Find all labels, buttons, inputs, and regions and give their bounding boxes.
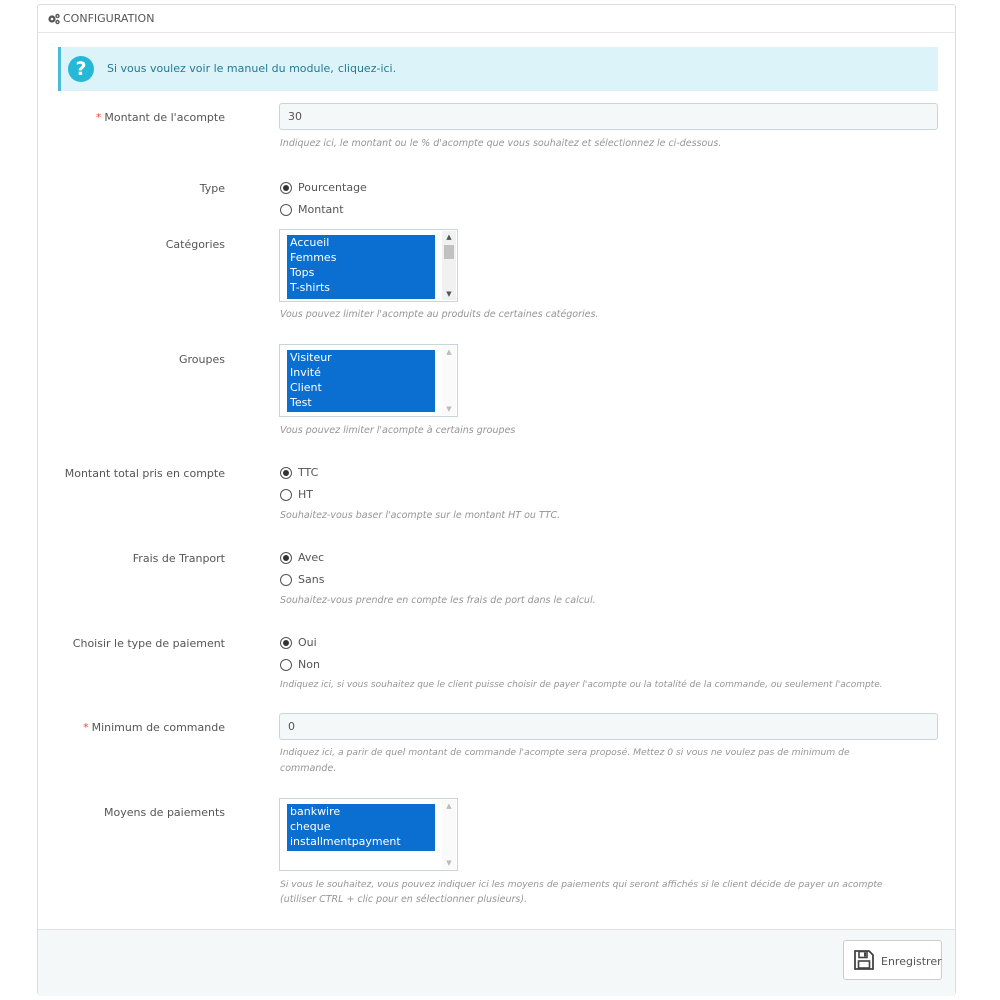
groups-options	[287, 350, 435, 412]
min-order-input[interactable]: 0	[279, 713, 938, 740]
categories-scrollbar[interactable]	[442, 231, 456, 300]
payment-method-option[interactable]: bankwire	[290, 805, 341, 818]
payment-methods-multiselect[interactable]	[279, 798, 458, 871]
groups-help: Vous pouvez limiter l'acompte à certains groupes	[280, 425, 516, 436]
radio-button-checked[interactable]	[280, 637, 292, 649]
category-option[interactable]: Accueil	[290, 236, 330, 249]
radio-button[interactable]	[280, 659, 292, 671]
deposit-amount-label	[96, 111, 225, 124]
payment-choice-help: Indiquez ici, si vous souhaitez que le client puisse choisir de payer l'acompte ou la totalité de la commande, ou seulement l'acompte.	[280, 680, 883, 690]
deposit-amount-input[interactable]: 30	[279, 103, 938, 130]
category-option[interactable]: T-shirts	[290, 281, 331, 294]
radio-button-checked[interactable]	[280, 467, 292, 479]
shipping-help: Souhaitez-vous prendre en compte les frais de port dans le calcul.	[280, 595, 596, 606]
total-basis-label: Montant total pris en compte	[64, 467, 225, 480]
total-basis-option-ht: HT	[298, 488, 313, 501]
panel-heading	[38, 5, 955, 33]
scroll-down-icon[interactable]: ▼	[446, 290, 452, 298]
floppy-disk-icon	[853, 949, 875, 971]
cogs-icon	[47, 13, 61, 25]
group-option[interactable]: Invité	[290, 366, 321, 379]
min-order-help-line1: Indiquez ici, a parir de quel montant de commande l'acompte sera proposé. Mettez 0 si vous ne voulez pas de minimum de	[280, 747, 850, 758]
payment-choice-label: Choisir le type de paiement	[72, 637, 225, 650]
type-label: Type	[199, 182, 225, 195]
group-option[interactable]: Visiteur	[290, 351, 332, 364]
payment-choice-option-yes: Oui	[298, 636, 317, 649]
radio-button[interactable]	[280, 204, 292, 216]
save-button[interactable]	[843, 940, 942, 980]
radio-button[interactable]	[280, 489, 292, 501]
configuration-panel	[37, 4, 956, 995]
scrollbar-thumb[interactable]	[444, 245, 454, 259]
total-basis-option-ttc: TTC	[298, 466, 319, 479]
scroll-down-icon[interactable]: ▼	[446, 859, 452, 867]
panel-title: CONFIGURATION	[63, 12, 155, 25]
categories-options	[287, 235, 435, 299]
group-option[interactable]: Test	[290, 396, 312, 409]
scroll-up-icon[interactable]: ▲	[446, 233, 452, 241]
groups-scrollbar[interactable]	[442, 346, 456, 415]
payment-methods-label: Moyens de paiements	[104, 806, 225, 819]
min-order-help-line2: commande.	[280, 763, 337, 774]
group-option[interactable]: Client	[290, 381, 322, 394]
radio-button[interactable]	[280, 574, 292, 586]
groups-label: Groupes	[179, 353, 225, 366]
deposit-amount-help: Indiquez ici, le montant ou le % d'acompte que vous souhaitez et sélectionnez le ci-dessous.	[280, 138, 722, 149]
payment-methods-options	[287, 804, 435, 851]
shipping-label: Frais de Tranport	[132, 552, 225, 565]
manual-link[interactable]: cliquez-ici.	[337, 62, 397, 75]
category-option[interactable]: Femmes	[290, 251, 337, 264]
category-option[interactable]: Tops	[290, 266, 315, 279]
min-order-label-text: Minimum de commande	[91, 721, 225, 734]
type-option-percentage: Pourcentage	[298, 181, 367, 194]
payment-method-option[interactable]: installmentpayment	[290, 835, 401, 848]
groups-multiselect[interactable]	[279, 344, 458, 417]
radio-button-checked[interactable]	[280, 182, 292, 194]
scroll-down-icon[interactable]: ▼	[446, 405, 452, 413]
info-alert	[58, 47, 938, 91]
shipping-option-without: Sans	[298, 573, 325, 586]
panel-footer	[38, 929, 955, 996]
payment-method-option[interactable]: cheque	[290, 820, 331, 833]
alert-text: Si vous voulez voir le manuel du module,	[107, 62, 334, 75]
save-button-label: Enregistrer	[881, 955, 942, 968]
required-asterisk: *	[95, 111, 102, 124]
scroll-up-icon[interactable]: ▲	[446, 348, 452, 356]
payment-methods-help-line1: Si vous le souhaitez, vous pouvez indiquer ici les moyens de paiements qui seront affichés si le client décide de payer un acompte	[280, 879, 883, 890]
alert-message	[107, 62, 396, 75]
shipping-option-with: Avec	[298, 551, 325, 564]
total-basis-help: Souhaitez-vous baser l'acompte sur le montant HT ou TTC.	[280, 510, 561, 521]
type-option-amount: Montant	[298, 203, 344, 216]
question-circle-icon: ?	[68, 56, 94, 82]
categories-help: Vous pouvez limiter l'acompte au produits de certaines catégories.	[280, 309, 599, 320]
payment-methods-help-line2: (utiliser CTRL + clic pour en sélectionner plusieurs).	[280, 894, 528, 905]
min-order-label	[83, 721, 225, 734]
payment-choice-option-no: Non	[298, 658, 320, 671]
scroll-up-icon[interactable]: ▲	[446, 802, 452, 810]
payment-methods-scrollbar[interactable]	[442, 800, 456, 869]
deposit-amount-label-text: Montant de l'acompte	[104, 111, 225, 124]
radio-button-checked[interactable]	[280, 552, 292, 564]
categories-multiselect[interactable]	[279, 229, 458, 302]
required-asterisk: *	[83, 721, 89, 734]
categories-label: Catégories	[165, 238, 225, 251]
